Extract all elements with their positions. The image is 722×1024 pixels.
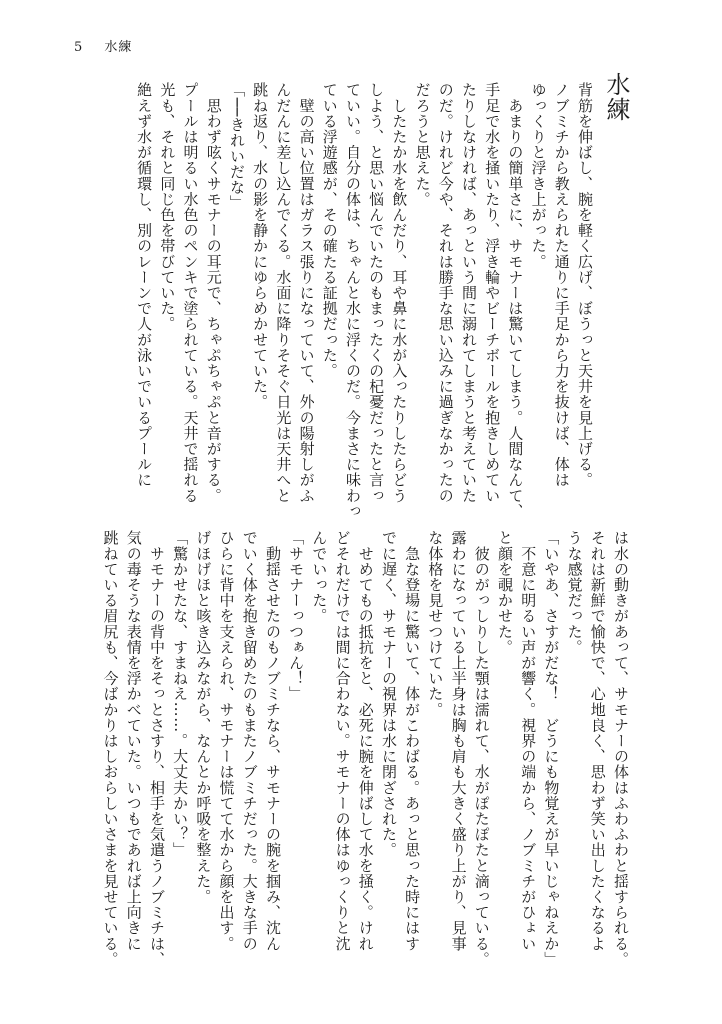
text-line: 光も、それと同じ色を帯びていた。 [158,82,177,332]
text-line: ノブミチから教えられた通りに手足から力を抜けば、体は [552,82,571,488]
page-number: 5 [74,40,84,55]
text-line: せめてもの抵抗をと、必死に腕を伸ばして水を掻く。けれ [356,530,375,952]
text-line: でいく体を抱き留めたのもまたノブミチだった。大きな手の [240,530,259,952]
text-line: 手足で水を掻いたり、浮き輪やビーチボールを抱きしめてい [483,82,502,504]
text-line: 「サモナーっつぁん！」 [287,530,306,702]
top-column-text [132,82,596,519]
text-line: 不意に明るい声が響く。視界の端から、ノブミチがひょい [519,530,538,952]
text-line: んでいった。 [310,530,329,624]
text-line: 露わになっている上半身は胸も肩も大きく盛り上がり、見事 [449,530,468,952]
text-line: 急な登場に驚いて、体がこわばる。あっと思った時にはす [403,530,422,952]
text-line: と顔を覗かせた。 [495,530,514,655]
text-line: な体格を見せつけていた。 [426,530,445,718]
text-line: どそれだけでは間に合わない。サモナーの体はゆっくりと沈 [333,530,352,952]
text-line: 彼のがっしりした顎は濡れて、水がぽたぽたと滴っている。 [472,530,491,967]
bottom-column-text [98,530,632,970]
page-title: 水練 [602,72,630,122]
text-line: サモナーの背中をそっとさすり、相手を気遣うノブミチは、 [147,530,166,967]
text-line: だろうと思えた。 [413,82,432,207]
text-line: ている浮遊感が、その確たる証拠だった。 [320,82,339,379]
text-line: ひらに背中を支えられ、サモナーは慌てて水から顔を出す。 [217,530,236,952]
text-line: 絶えず水が循環し、別のレーンで人が泳いでいるプールに [135,82,154,488]
text-line: 壁の高い位置はガラス張りになっていて、外の陽射しがふ [297,82,316,504]
text-line: ていい。自分の体は、ちゃんと水に浮くのだ。今まさに味わっ [343,82,362,519]
text-line: のだ。けれど今や、それは勝手な思い込みに過ぎなかったの [436,82,455,504]
text-line: んだんに差し込んでくる。水面に降りそそぐ日光は天井へと [274,82,293,504]
text-line: あまりの簡単さに、サモナーは驚いてしまう。人間なんて、 [506,82,525,519]
text-line: 跳ねている眉尻も、今ばかりはしおらしいさまを見せている。 [101,530,120,967]
text-line: うな感覚だった。 [565,530,584,655]
running-title: 水練 [104,40,133,55]
text-line: は水の動きがあって、サモナーの体はふわふわと揺すられる。 [612,530,630,967]
text-line: 気の毒そうな表情を浮かべていた。いつもであれば上向きに [124,530,143,952]
text-line: 動揺させたのもノブミチなら、サモナーの腕を掴み、沈ん [263,530,282,952]
text-line: 跳ね返り、水の影を静かにゆらめかせていた。 [251,82,270,410]
text-line: 「驚かせたな、すまねえ……。大丈夫かい？」 [171,530,190,858]
text-line: げほげほと咳き込みながら、なんとか呼吸を整えた。 [194,530,213,905]
text-line: 背筋を伸ばし、腕を軽く広げ、ぼうっと天井を見上げる。 [576,82,594,488]
text-line: ゆっくりと浮き上がった。 [529,82,548,270]
text-line: 思わず呟くサモナーの耳元で、ちゃぷちゃぷと音がする。 [204,82,223,504]
text-line: たりしなければ、あっという間に溺れてしまうと考えていた [459,82,478,504]
text-line: しよう、と思い悩んでいたのもまったくの杞憂だったと言っ [367,82,386,504]
text-line: それは新鮮で愉快で、心地良く、思わず笑い出したくなるよ [588,530,607,952]
text-line: プールは明るい水色のペンキで塗られている。天井で揺れる [181,82,200,504]
running-header [74,36,132,55]
text-line: したたか水を飲んだり、耳や鼻に水が入ったりしたらどう [390,82,409,504]
text-line: でに遅く、サモナーの視界は水に閉ざされた。 [379,530,398,858]
text-line: 「──きれいだな」 [227,82,246,211]
text-line: 「いやあ、さすがだな！ どうにも物覚えが早いじゃねえか」 [542,530,561,967]
